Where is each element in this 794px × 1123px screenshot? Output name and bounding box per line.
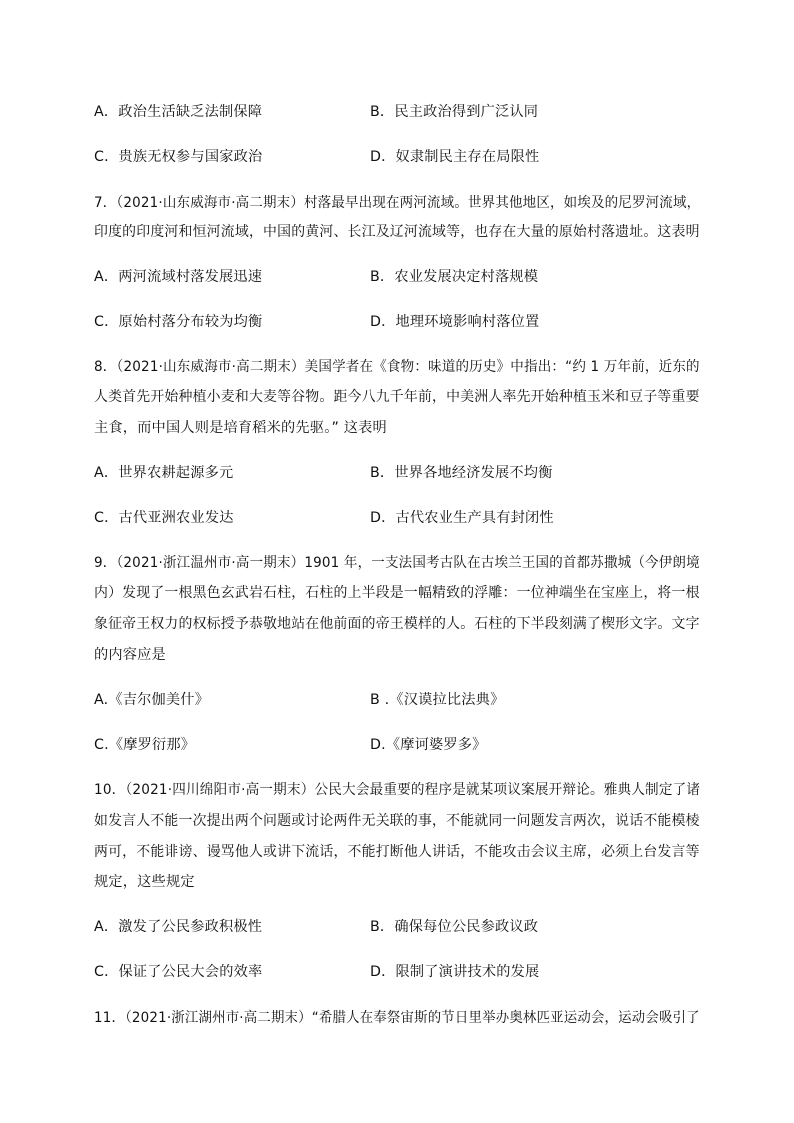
q11-stem-line-1: 11．（2021·浙江湖州市·高二期末）“希腊人在奉祭宙斯的节日里举办奥林匹亚运动会，运动会吸引了 [94,1010,700,1026]
q8-option-b: B．世界各地经济发展不均衡 [370,465,553,481]
q6-option-c: C．贵族无权参与国家政治 [94,149,263,165]
q7-option-d: D．地理环境影响村落位置 [370,314,540,330]
q8-stem-line-1: 8．（2021·山东威海市·高二期末）美国学者在《食物：味道的历史》中指出：“约 1 万年前，近东的 [94,359,700,375]
q9-stem-line-3: 象征帝王权力的权标授予恭敬地站在他前面的帝王模样的人。石柱的下半段刻满了楔形文字。文字 [94,616,700,632]
q8-option-c: C．古代亚洲农业发达 [94,510,234,526]
q6-option-a: A．政治生活缺乏法制保障 [94,104,263,120]
q6-option-b: B．民主政治得到广泛认同 [370,104,539,120]
q9-option-d: D.《摩诃婆罗多》 [370,737,487,753]
q10-option-d: D．限制了演讲技术的发展 [370,964,540,980]
q8-stem-line-2: 人类首先开始种植小麦和大麦等谷物。距今八九千年前，中美洲人率先开始种植玉米和豆子等重要 [94,389,700,405]
q7-stem-line-2: 印度的印度河和恒河流域，中国的黄河、长江及辽河流域等，也存在大量的原始村落遗址。这表明 [94,224,700,240]
q8-option-d: D．古代农业生产具有封闭性 [370,510,554,526]
q10-option-b: B．确保每位公民参政议政 [370,919,539,935]
q10-stem-line-4: 规定，这些规定 [94,874,195,890]
q10-stem-line-1: 10．（2021·四川绵阳市·高一期末）公民大会最重要的程序是就某项议案展开辩论。雅典人制定了诸 [94,782,701,798]
q10-stem-line-3: 两可，不能诽谤、谩骂他人或讲下流话，不能打断他人讲话，不能攻击会议主席，必须上台发言等 [94,844,700,860]
q9-option-c: C.《摩罗衍那》 [94,737,196,753]
q7-option-b: B．农业发展决定村落规模 [370,269,539,285]
q9-option-a: A.《吉尔伽美什》 [94,692,210,708]
q7-option-a: A．两河流域村落发展迅速 [94,269,263,285]
q8-stem-line-3: 主食，而中国人则是培育稻米的先驱。” 这表明 [94,420,387,436]
q6-option-d: D．奴隶制民主存在局限性 [370,149,540,165]
q9-stem-line-4: 的内容应是 [94,647,166,663]
q7-stem-line-1: 7．（2021·山东威海市·高二期末）村落最早出现在两河流域。世界其他地区，如埃及的尼罗河流域， [94,195,701,211]
q8-option-a: A．世界农耕起源多元 [94,465,234,481]
q10-option-a: A．激发了公民参政积极性 [94,919,263,935]
q10-stem-line-2: 如发言人不能一次提出两个问题或讨论两件无关联的事，不能就同一问题发言两次，说话不能模棱 [94,813,700,829]
q9-stem-line-2: 内）发现了一根黑色玄武岩石柱，石柱的上半段是一幅精致的浮雕：一位神端坐在宝座上，将一根 [94,585,700,601]
q7-option-c: C．原始村落分布较为均衡 [94,314,263,330]
q9-option-b: B .《汉谟拉比法典》 [370,692,505,708]
q10-option-c: C．保证了公民大会的效率 [94,964,263,980]
q9-stem-line-1: 9．（2021·浙江温州市·高一期末）1901 年，一支法国考古队在古埃兰王国的首都苏撒城（今伊朗境 [94,555,700,571]
